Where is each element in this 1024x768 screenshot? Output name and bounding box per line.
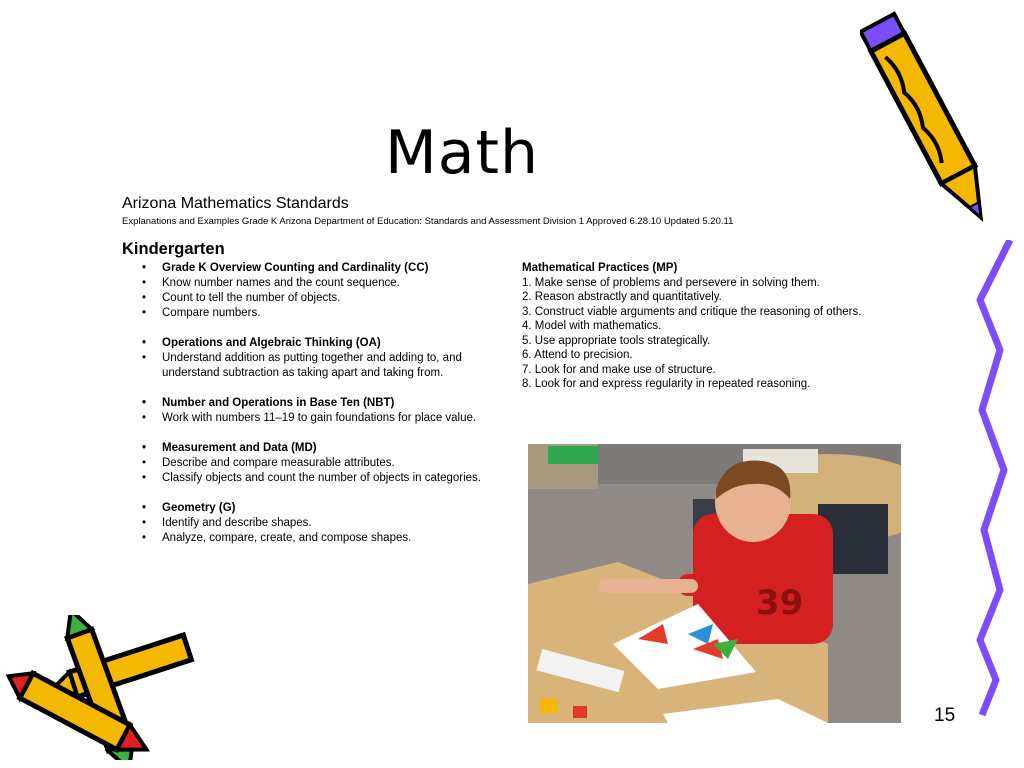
page-number: 15 bbox=[934, 705, 956, 726]
list-item bbox=[122, 306, 522, 321]
practice-item: 1. Make sense of problems and persevere in solving them. bbox=[522, 276, 820, 289]
list-item-text: Measurement and Data (MD) bbox=[162, 442, 317, 454]
math-practices-block bbox=[522, 261, 912, 392]
list-item bbox=[122, 276, 522, 291]
bullet-icon: • bbox=[142, 412, 147, 424]
bullet-icon: • bbox=[142, 517, 147, 529]
slide-subtitle: Arizona Mathematics Standards bbox=[122, 195, 349, 212]
practices-title: Mathematical Practices (MP) bbox=[522, 262, 678, 274]
practice-item: 3. Construct viable arguments and critique the reasoning of others. bbox=[522, 305, 862, 318]
shirt-number: 39 bbox=[756, 583, 804, 623]
practice-item: 4. Model with mathematics. bbox=[522, 320, 662, 332]
list-item-text: Know number names and the count sequence. bbox=[162, 277, 400, 289]
list-item-text: Understand addition as putting together and adding to, and understand subtraction as taking apart and taking from. bbox=[162, 352, 462, 379]
list-item-text: Count to tell the number of objects. bbox=[162, 292, 341, 304]
list-item-text: Analyze, compare, create, and compose shapes. bbox=[162, 532, 412, 544]
list-item bbox=[122, 411, 522, 426]
practice-item: 6. Attend to precision. bbox=[522, 349, 633, 361]
list-item-text: Work with numbers 11–19 to gain foundations for place value. bbox=[162, 412, 477, 424]
bullet-icon: • bbox=[142, 337, 147, 349]
list-item bbox=[122, 531, 522, 546]
source-caption: Explanations and Examples Grade K Arizona Department of Education: Standards and Assessment Division 1 Approved 6.28.10 Updated 5.20.11 bbox=[122, 216, 734, 227]
wavy-line-decoration bbox=[970, 240, 1020, 720]
classroom-photo bbox=[528, 444, 901, 723]
list-item bbox=[122, 516, 522, 531]
list-item-text: Describe and compare measurable attributes. bbox=[162, 457, 395, 469]
crayons-clipart-bottom-left bbox=[0, 615, 210, 760]
bullet-icon: • bbox=[142, 292, 147, 304]
list-item bbox=[122, 291, 522, 306]
list-item bbox=[122, 261, 522, 276]
list-item bbox=[122, 336, 522, 351]
bullet-icon: • bbox=[142, 532, 147, 544]
list-item bbox=[122, 456, 522, 471]
list-item-text: Grade K Overview Counting and Cardinality (CC) bbox=[162, 262, 429, 274]
bullet-icon: • bbox=[142, 502, 147, 514]
list-item-text: Number and Operations in Base Ten (NBT) bbox=[162, 397, 395, 409]
list-item bbox=[122, 441, 522, 456]
standards-list bbox=[122, 261, 522, 546]
list-item bbox=[122, 471, 522, 486]
practice-item: 2. Reason abstractly and quantitatively. bbox=[522, 291, 722, 303]
list-item bbox=[122, 396, 522, 411]
bullet-icon: • bbox=[142, 307, 147, 319]
bullet-icon: • bbox=[142, 352, 147, 364]
list-item-text: Identify and describe shapes. bbox=[162, 517, 312, 529]
practice-item: 7. Look for and make use of structure. bbox=[522, 363, 716, 376]
practice-item: 5. Use appropriate tools strategically. bbox=[522, 334, 711, 347]
practice-item: 8. Look for and express regularity in repeated reasoning. bbox=[522, 378, 811, 390]
bullet-icon: • bbox=[142, 472, 147, 484]
list-item-text: Compare numbers. bbox=[162, 307, 261, 319]
list-item-text: Classify objects and count the number of objects in categories. bbox=[162, 472, 481, 484]
bullet-icon: • bbox=[142, 262, 147, 274]
bullet-icon: • bbox=[142, 397, 147, 409]
list-item-text: Geometry (G) bbox=[162, 502, 236, 514]
section-heading: Kindergarten bbox=[122, 240, 225, 258]
list-item-text: Operations and Algebraic Thinking (OA) bbox=[162, 337, 381, 349]
list-item bbox=[122, 501, 522, 516]
bullet-icon: • bbox=[142, 457, 147, 469]
bullet-icon: • bbox=[142, 277, 147, 289]
slide-title: Math bbox=[384, 118, 540, 188]
bullet-icon: • bbox=[142, 442, 147, 454]
list-item bbox=[122, 351, 522, 381]
